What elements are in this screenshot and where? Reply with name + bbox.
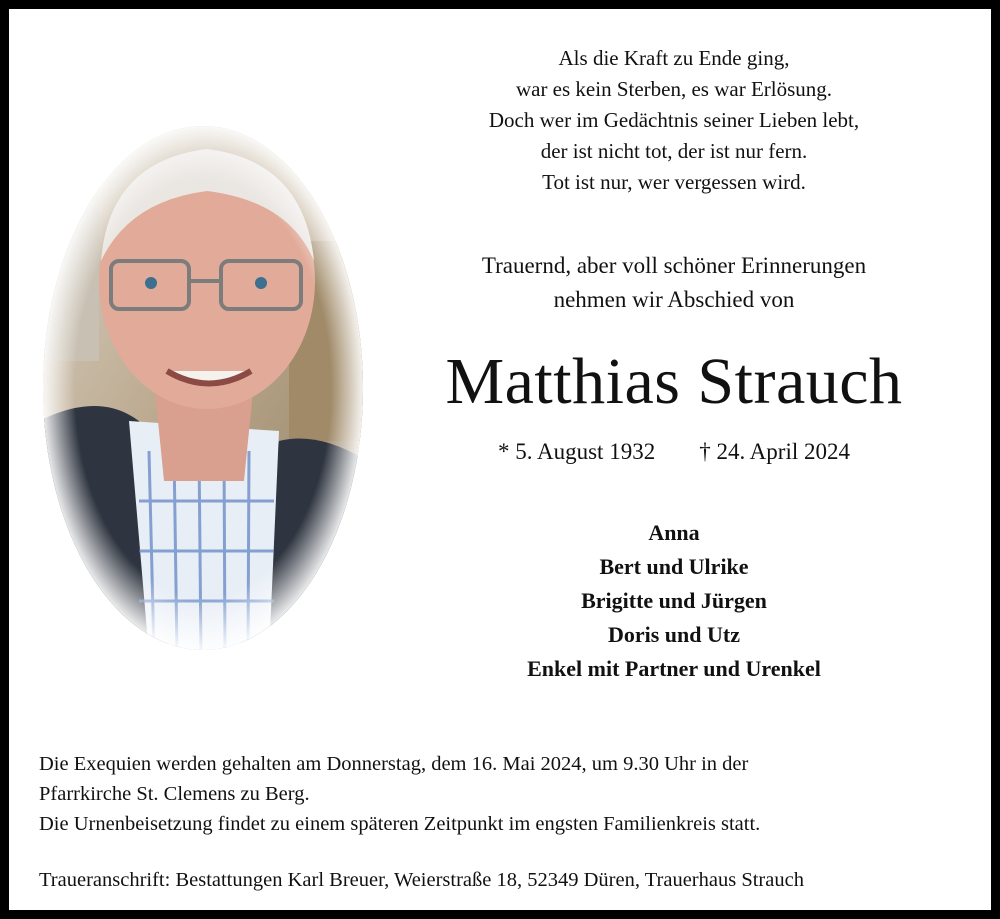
birth-date: * 5. August 1932 [498,439,656,464]
intro-line: Trauernd, aber voll schöner Erinnerungen [481,253,867,278]
poem-line: war es kein Sterben, es war Erlösung. [515,77,833,101]
mourning-address: Traueranschrift: Bestattungen Karl Breuer, Weierstraße 18, 52349 Düren, Trauerhaus Strauch [39,869,804,891]
family-list [389,516,959,686]
service-line: Pfarrkirche St. Clemens zu Berg. [39,783,310,805]
poem-line: Tot ist nur, wer vergessen wird. [542,170,806,194]
poem-line: der ist nicht tot, der ist nur fern. [540,139,808,163]
portrait-photo [39,121,367,655]
intro-text [389,249,959,317]
family-member: Brigitte und Jürgen [581,588,767,613]
deceased-name: Matthias Strauch [445,345,903,418]
life-dates [389,435,959,469]
service-line: Die Exequien werden gehalten am Donnerstag, dem 16. Mai 2024, um 9.30 Uhr in der [39,753,749,775]
poem [389,43,959,198]
service-line: Die Urnenbeisetzung findet zu einem späteren Zeitpunkt im engsten Familienkreis statt. [39,813,761,835]
family-member: Enkel mit Partner und Urenkel [527,656,821,681]
family-member: Anna [648,520,700,545]
poem-line: Doch wer im Gedächtnis seiner Lieben lebt, [488,108,860,132]
poem-line: Als die Kraft zu Ende ging, [558,46,790,70]
death-date: † 24. April 2024 [699,439,850,464]
service-info [39,749,984,839]
family-member: Bert und Ulrike [599,554,749,579]
intro-line: nehmen wir Abschied von [553,287,795,312]
family-member: Doris und Utz [607,622,740,647]
